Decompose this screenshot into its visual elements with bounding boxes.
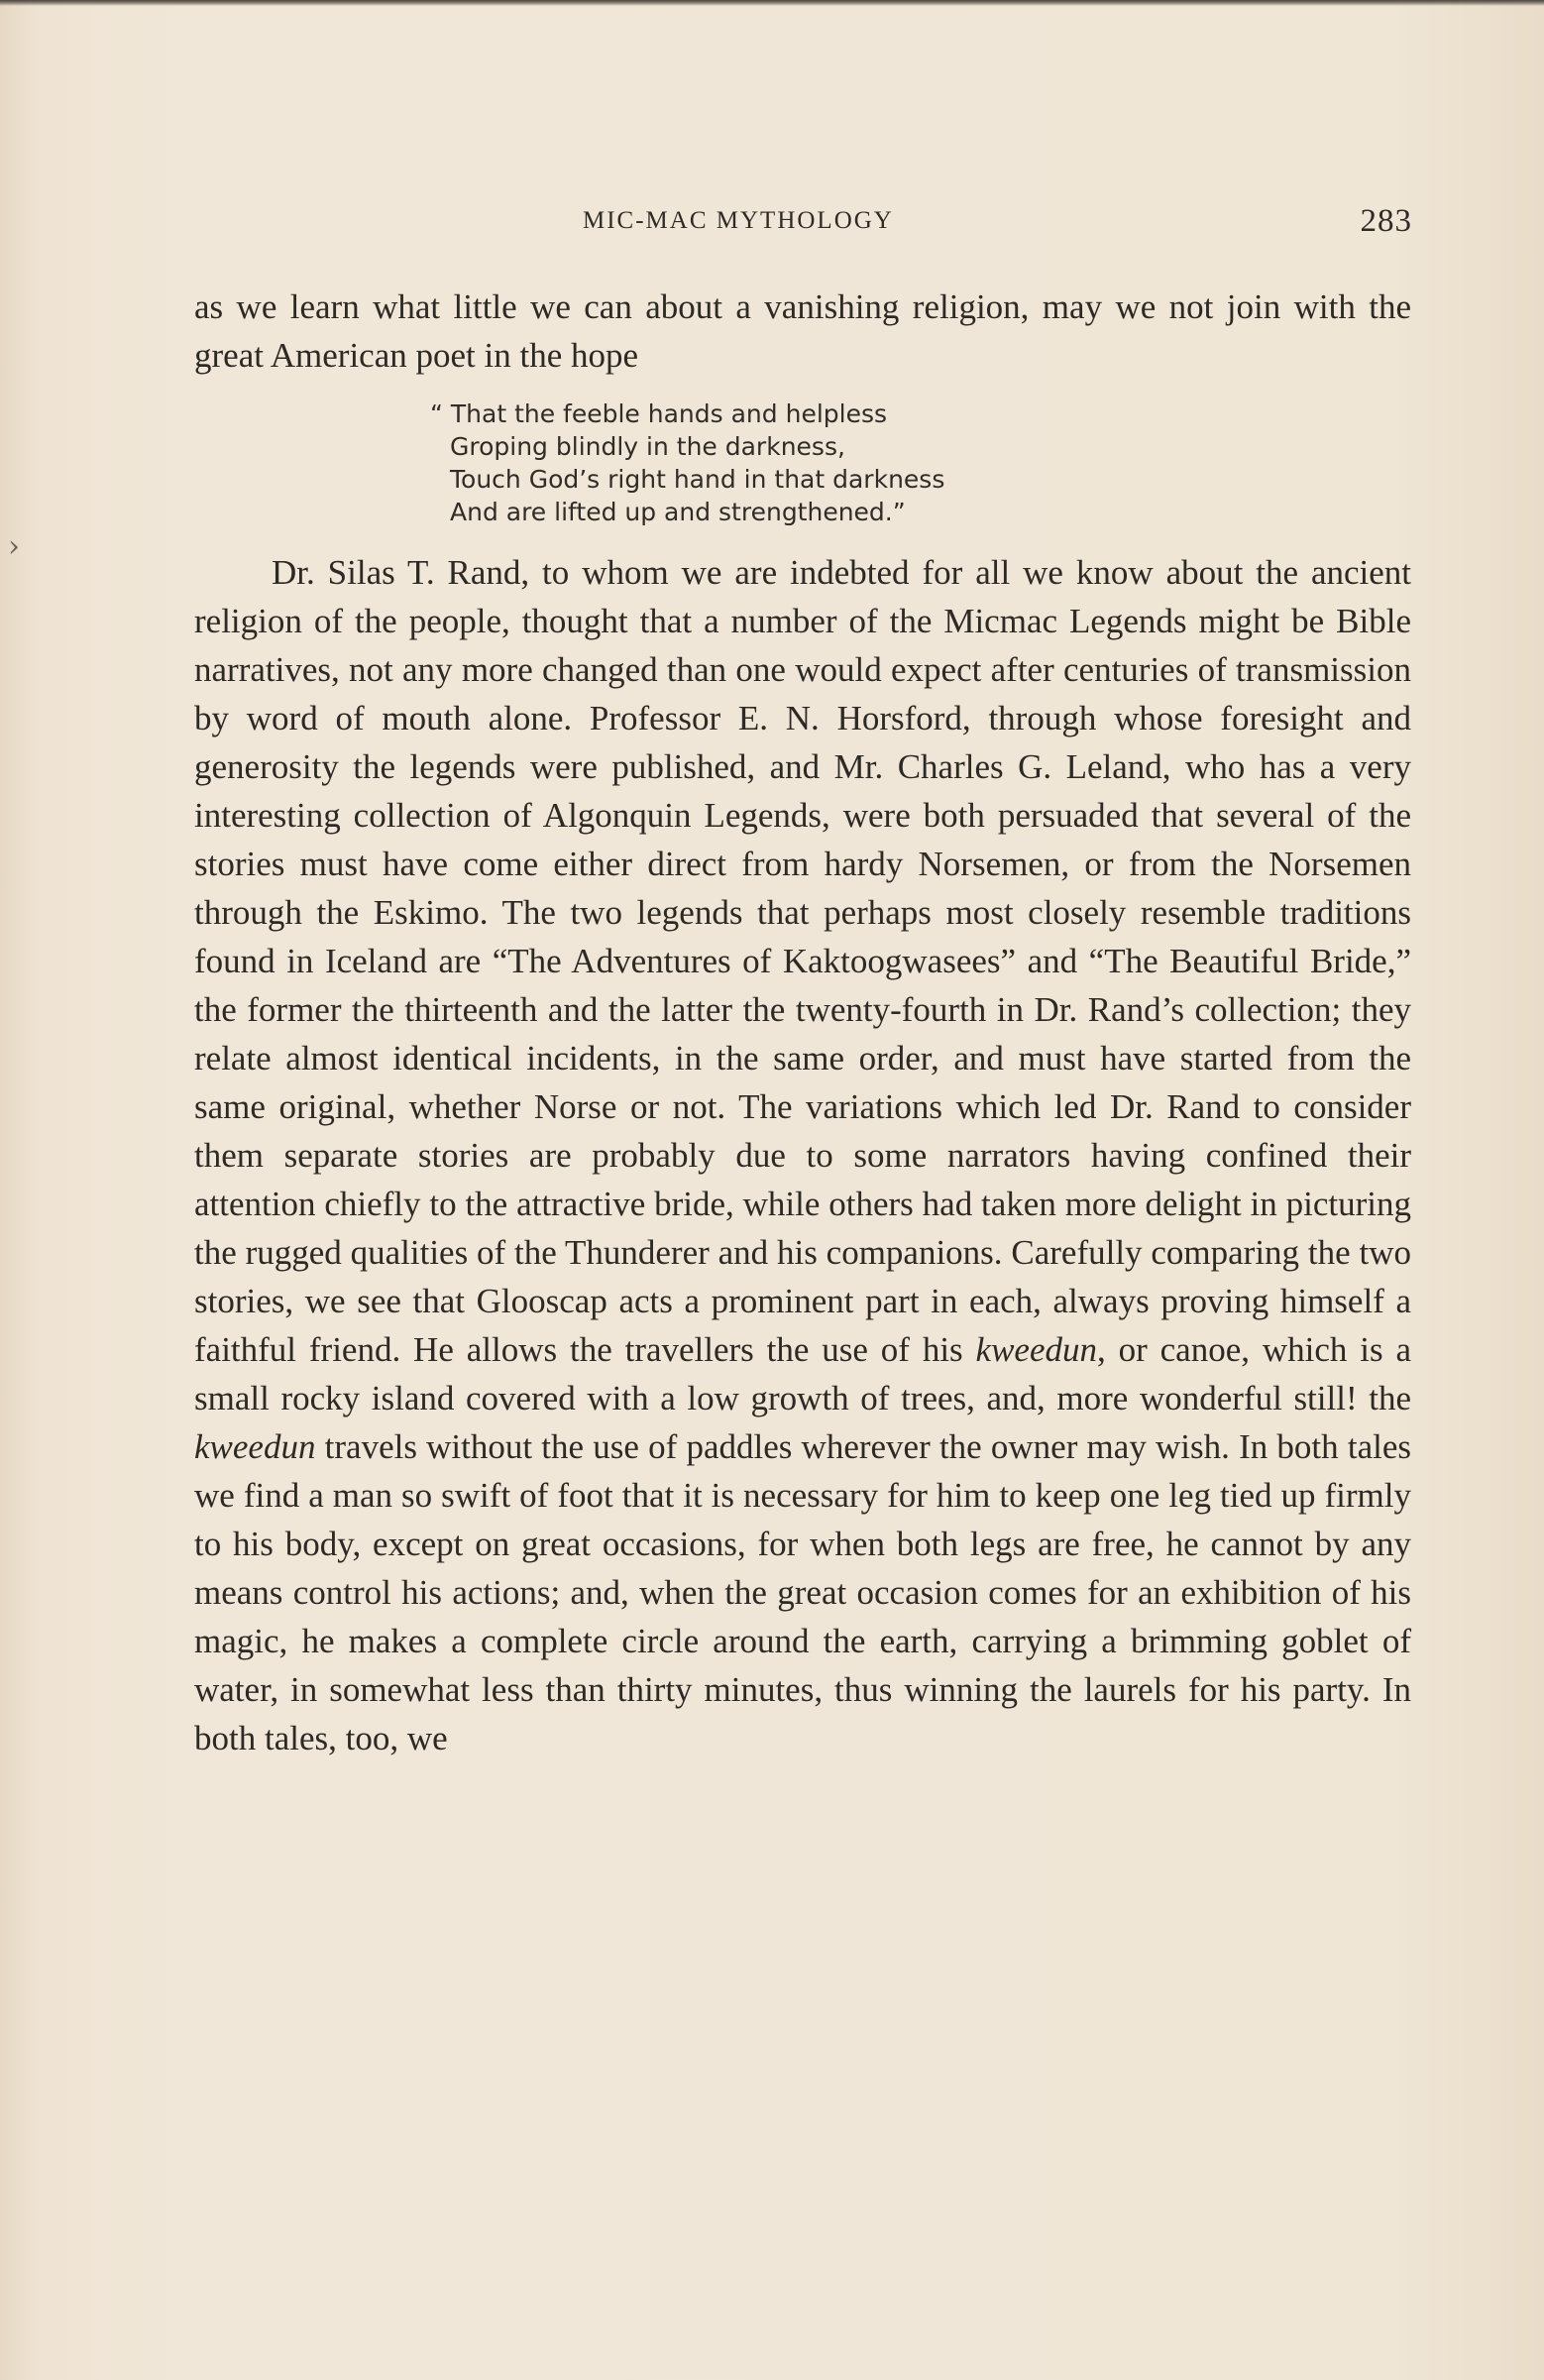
poem-line: “ That the feeble hands and helpless [430,399,888,428]
paragraph-text: , or canoe, which is a small rocky island covered with a low growth of trees, and, more wonderful still! the [194,1330,1411,1417]
opening-sentence: as we learn what little we can about a vanishing religion, may we not join with the great American poet in the hope [194,287,1411,375]
running-title: MIC-MAC MYTHOLOGY [583,207,894,234]
page-number: 283 [1360,203,1412,239]
poem-line: And are lifted up and strengthened.” [450,498,906,526]
paragraph-text: travels without the use of paddles wherever the owner may wish. In both tales we find a man so swift of foot that it is necessary for him to keep one leg tied up firmly to his body, except on great occasions, for when both legs are free, he cannot by any means control his actions; and, when the great occasion comes for an exhibition of his magic, he makes a complete circle around the earth, carrying a brimming goblet of water, in somewhat less than thirty minutes, thus winning the laurels for his party. In both tales, too, we [194,1427,1411,1757]
poem-quotation [430,397,1411,528]
running-head [193,203,1412,243]
margin-mark: › [8,529,20,564]
italic-term: kweedun [194,1427,316,1466]
italic-term: kweedun [975,1330,1097,1369]
main-paragraph [194,548,1411,1762]
paragraph-text: Dr. Silas T. Rand, to whom we are indebted for all we know about the ancient religion of the people, thought that a number of the Micmac Legends might be Bible narratives, not any more changed than one would expect after centuries of transmission by word of mouth alone. Professor E. N. Horsford, through whose foresight and generosity the legends were published, and Mr. Charles G. Leland, who has a very interesting collection of Algonquin Legends, were both persuaded that several of the stories must have come either direct from hardy Norsemen, or from the Norsemen through the Eskimo. The two legends that perhaps most closely resemble traditions found in Iceland are “The Adventures of Kaktoogwasees” and “The Beautiful Bride,” the former the thirteenth and the latter the twenty-fourth in Dr. Rand’s collection; they relate almost identical incidents, in the same order, and must have started from the same original, whether Norse or not. The variations which led Dr. Rand to consider them separate stories are probably due to some narrators having confined their attention chiefly to the attractive bride, while others had taken more delight in picturing the rugged qualities of the Thunderer and his companions. Carefully comparing the two stories, we see that Glooscap acts a prominent part in each, always proving himself a faithful friend. He allows the travellers the use of his [194,553,1411,1369]
poem-line: Groping blindly in the darkness, [450,432,845,461]
poem-line: Touch God’s right hand in that darkness [450,465,945,494]
page-text [194,283,1411,1762]
page-top-edge [0,0,1544,6]
